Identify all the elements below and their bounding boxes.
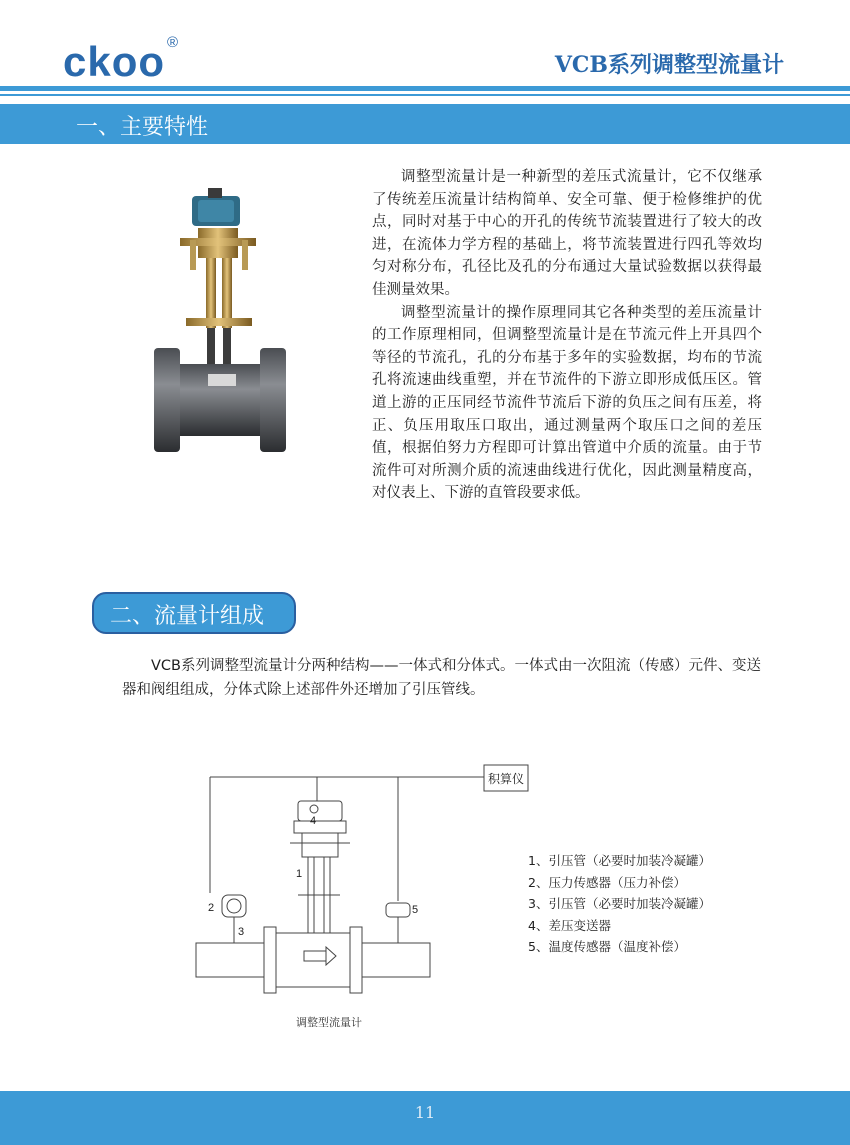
diagram-caption: 调整型流量计 (296, 1016, 362, 1029)
registered-mark: ® (167, 34, 180, 51)
legend-item: 4、差压变送器 (528, 917, 611, 933)
legend-item: 5、温度传感器（温度补偿） (528, 939, 686, 954)
section1-paragraph: 调整型流量计的操作原理同其它各种类型的差压流量计的工作原理相同，但调整型流量计是在节流元件上开具四个等径的节流孔，孔的分布基于多年的实验数据，均布的节流孔将流速曲线重塑，并在节流件的下游立即形成低压区。管道上游的正压同经节流件节流后下游的负压之间有压差，将正、负压用取压口取出，通过测量两个取压口之间的差压值，根据伯努力方程即可计算出管道中介质的流量。由于节流件可对所测介质的流速曲线进行优化，因此测量精度高，对仪表上、下游的直管段要求低。 (372, 304, 762, 502)
document-title: VCB系列调整型流量计 (554, 52, 784, 78)
diagram-legend (528, 850, 711, 958)
flowmeter-diagram (190, 755, 540, 1000)
section1-heading: 一、主要特性 (76, 115, 209, 140)
page-footer (0, 1091, 850, 1145)
callout-2: 2 (208, 902, 215, 914)
flowmeter-photo (150, 180, 310, 460)
logo-text: ckoo (63, 38, 166, 85)
header-rule-thick (0, 86, 850, 91)
header-rule-thin (0, 94, 850, 96)
legend-item: 1、引压管（必要时加装冷凝罐） (528, 853, 711, 868)
section2-heading: 二、流量计组成 (110, 604, 265, 629)
legend-item: 3、引压管（必要时加装冷凝罐） (528, 896, 711, 911)
section2-text (122, 654, 772, 702)
section1-banner (0, 104, 850, 144)
section1-text (372, 166, 762, 505)
brand-logo (63, 34, 179, 85)
section2-heading-pill (92, 592, 296, 634)
section2-paragraph: VCB系列调整型流量计分两种结构——一体式和分体式。一体式由一次阻流（传感）元件、变送器和阀组组成，分体式除上述部件外还增加了引压管线。 (122, 658, 761, 698)
callout-5: 5 (412, 904, 419, 916)
section1-paragraph: 调整型流量计是一种新型的差压式流量计，它不仅继承了传统差压流量计结构简单、安全可靠、便于检修维护的优点，同时对基于中心的开孔的传统节流装置进行了较大的改进，在流体力学方程的基础上，将节流装置进行四孔等效均匀对称分布，孔径比及孔的分布通过大量试验数据以获得最佳测量效果。 (372, 169, 762, 298)
callout-4: 4 (310, 815, 317, 827)
callout-1: 1 (296, 868, 303, 880)
callout-3: 3 (238, 926, 245, 938)
legend-item: 2、压力传感器（压力补偿） (528, 874, 686, 890)
page-number: 11 (414, 1103, 436, 1122)
totalizer-label: 积算仪 (488, 772, 525, 786)
